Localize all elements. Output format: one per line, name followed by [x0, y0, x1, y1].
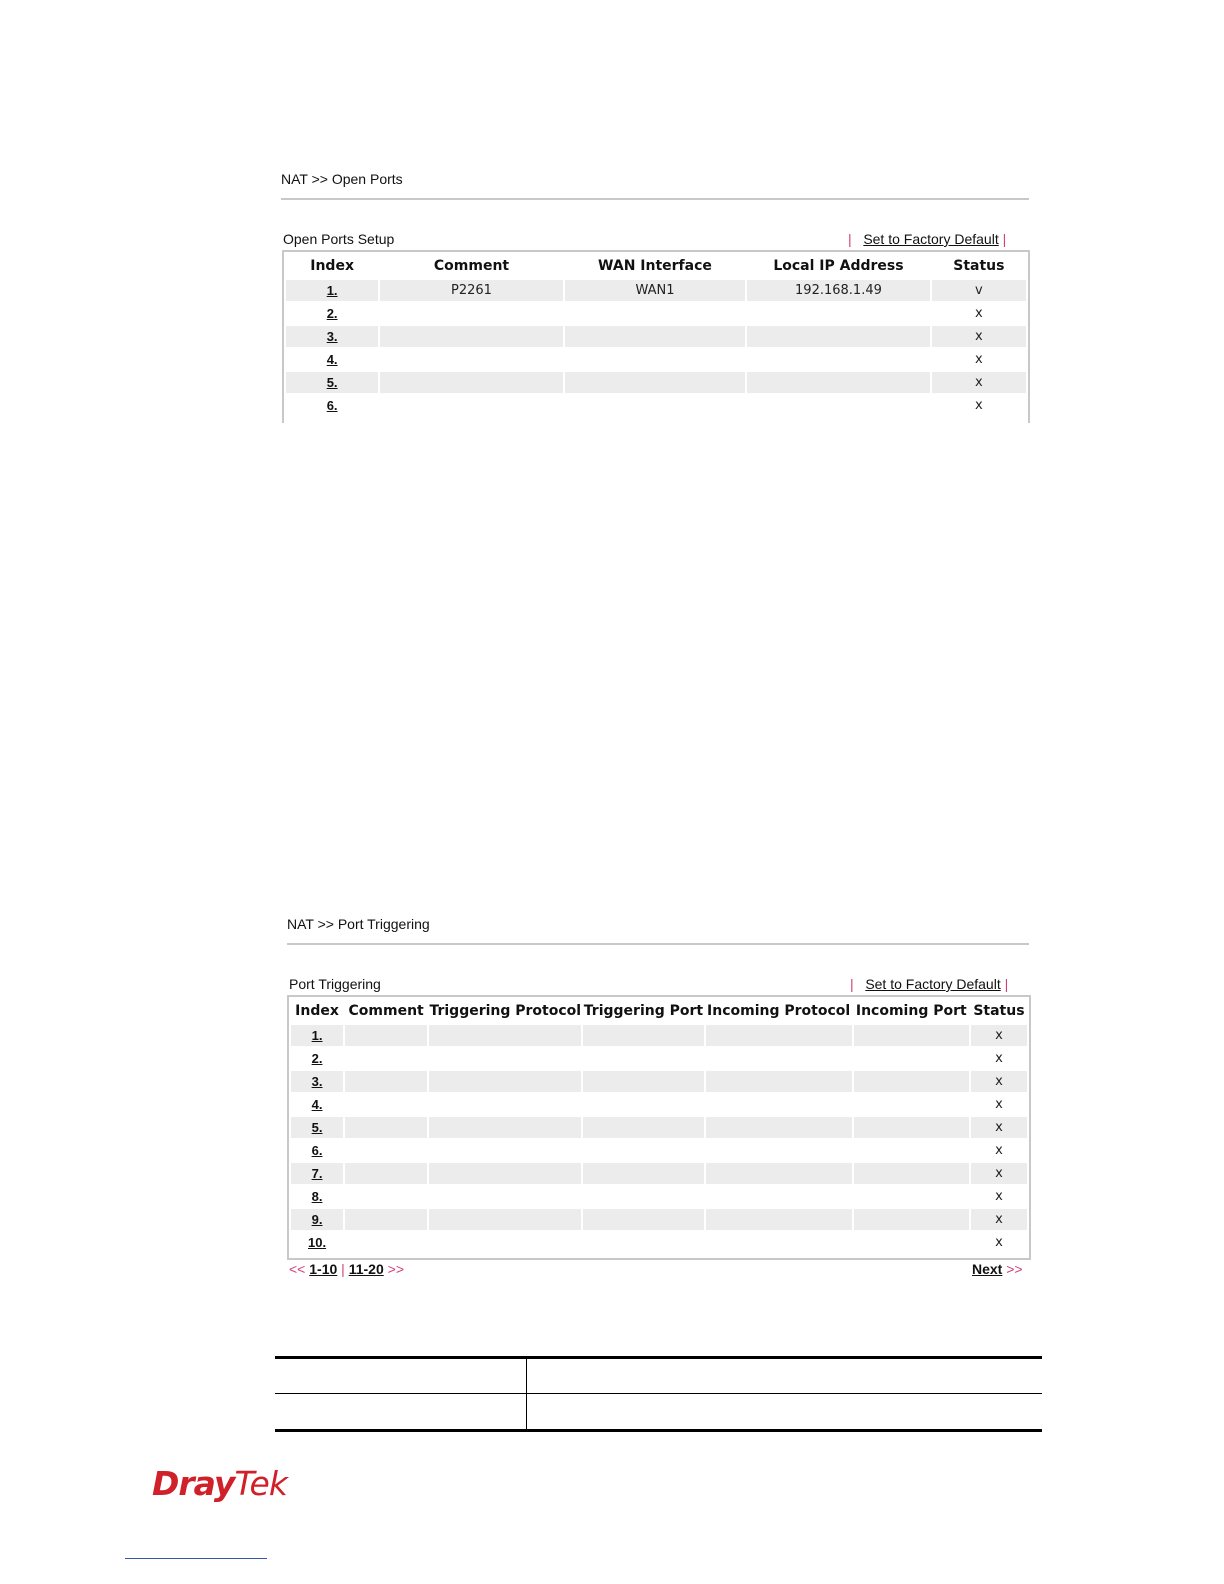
column-header: Status — [973, 1003, 1025, 1019]
status-cell: x — [995, 1097, 1003, 1112]
breadcrumb-port-triggering: NAT >> Port Triggering — [287, 916, 430, 932]
incoming-protocol-cell — [706, 1048, 852, 1069]
wan-interface-cell — [565, 349, 745, 370]
comment-cell — [345, 1163, 427, 1184]
status-cell: x — [995, 1051, 1003, 1066]
row-index-link[interactable]: 4. — [326, 351, 338, 367]
set-factory-default-link[interactable]: Set to Factory Default — [865, 976, 1001, 992]
status-cell: x — [971, 1071, 1027, 1092]
local-ip-cell — [747, 372, 929, 393]
triggering-protocol-cell — [429, 1140, 581, 1161]
set-factory-default-link[interactable]: Set to Factory Default — [863, 231, 999, 247]
port-triggering-table-box — [287, 995, 1031, 1260]
row-index-link[interactable]: 7. — [311, 1165, 323, 1181]
triggering-protocol-cell — [429, 1117, 581, 1138]
table-row — [286, 395, 1026, 416]
incoming-port-cell — [854, 1048, 969, 1069]
column-header: Incoming Protocol — [707, 1003, 851, 1019]
breadcrumb-open-ports: NAT >> Open Ports — [281, 171, 403, 187]
triggering-port-cell — [583, 1048, 703, 1069]
triggering-protocol-cell — [429, 1071, 581, 1092]
triggering-protocol-cell — [429, 1186, 581, 1207]
column-header: Comment — [348, 1003, 424, 1019]
incoming-protocol-cell — [706, 1117, 852, 1138]
comment-cell — [380, 326, 562, 347]
row-index-link[interactable]: 1. — [326, 282, 338, 298]
table-row — [291, 1094, 1027, 1115]
table-row — [291, 1140, 1027, 1161]
comment-cell — [380, 349, 562, 370]
table-column-divider — [526, 1359, 527, 1429]
status-cell: x — [975, 306, 983, 321]
column-header: Comment — [433, 258, 510, 274]
triggering-port-cell — [583, 1117, 703, 1138]
table-row — [291, 1186, 1027, 1207]
triggering-port-cell — [583, 1232, 703, 1253]
table-row — [291, 1025, 1027, 1046]
table-bottom-rule — [275, 1429, 1042, 1432]
incoming-protocol-cell — [706, 1209, 852, 1230]
next-arrow[interactable]: >> — [1006, 1261, 1023, 1277]
comment-cell — [380, 372, 562, 393]
pipe-separator: | — [850, 976, 854, 992]
row-index-link[interactable]: 4. — [311, 1096, 323, 1112]
comment-cell — [380, 395, 562, 416]
comment-cell — [345, 1025, 427, 1046]
comment-cell — [345, 1232, 427, 1253]
comment-cell — [345, 1048, 427, 1069]
local-ip-cell — [747, 303, 929, 324]
factory-default-group — [848, 231, 1006, 247]
row-index-link[interactable]: 1. — [311, 1027, 323, 1043]
triggering-port-cell — [583, 1025, 703, 1046]
port-triggering-title: Port Triggering — [289, 976, 381, 992]
status-cell: x — [995, 1235, 1003, 1250]
incoming-port-cell — [854, 1094, 969, 1115]
column-header: Triggering Port — [583, 1003, 704, 1019]
triggering-protocol-cell — [429, 1025, 581, 1046]
status-cell: x — [971, 1117, 1027, 1138]
open-ports-table-box — [282, 250, 1030, 423]
incoming-protocol-cell — [706, 1025, 852, 1046]
triggering-port-cell — [583, 1209, 703, 1230]
local-ip-cell — [747, 326, 929, 347]
divider — [281, 198, 1029, 200]
row-index-link[interactable]: 10. — [307, 1234, 327, 1250]
logo-text-dray: Dray — [152, 1464, 235, 1503]
pagination-left — [289, 1261, 404, 1277]
row-index-link[interactable]: 9. — [311, 1211, 323, 1227]
triggering-port-cell — [583, 1186, 703, 1207]
table-row — [291, 1232, 1027, 1253]
triggering-protocol-cell — [429, 1048, 581, 1069]
status-cell: x — [971, 1163, 1027, 1184]
page-11-20-link[interactable]: 11-20 — [348, 1261, 384, 1277]
table-row — [286, 372, 1026, 393]
status-cell: x — [975, 398, 983, 413]
row-index-link[interactable]: 3. — [311, 1073, 323, 1089]
column-header: Index — [295, 1003, 339, 1019]
prev-arrow[interactable]: << — [289, 1261, 306, 1277]
incoming-port-cell — [854, 1209, 969, 1230]
comment-cell — [345, 1071, 427, 1092]
status-cell: x — [975, 352, 983, 367]
incoming-port-cell — [854, 1117, 969, 1138]
triggering-protocol-cell — [429, 1094, 581, 1115]
divider — [287, 943, 1029, 945]
table-row — [291, 1163, 1027, 1184]
status-cell: x — [995, 1189, 1003, 1204]
incoming-protocol-cell — [706, 1071, 852, 1092]
column-header: Incoming Port — [855, 1003, 967, 1019]
incoming-port-cell — [854, 1025, 969, 1046]
incoming-protocol-cell — [706, 1232, 852, 1253]
triggering-port-cell — [583, 1163, 703, 1184]
next-page-link[interactable]: Next — [972, 1261, 1003, 1277]
pipe-separator: | — [341, 1261, 345, 1277]
draytek-logo — [152, 1464, 287, 1503]
local-ip-cell — [747, 349, 929, 370]
status-cell: x — [932, 372, 1026, 393]
triggering-protocol-cell — [429, 1232, 581, 1253]
table-row — [286, 349, 1026, 370]
pipe-separator: | — [1002, 231, 1007, 247]
pipe-separator: | — [848, 231, 852, 247]
factory-default-group — [850, 976, 1008, 992]
wan-interface-cell — [565, 326, 745, 347]
status-cell: x — [932, 326, 1026, 347]
incoming-port-cell — [854, 1186, 969, 1207]
comment-cell — [345, 1209, 427, 1230]
wan-interface-cell: WAN1 — [565, 280, 745, 301]
row-index-link[interactable]: 2. — [311, 1050, 323, 1066]
wan-interface-cell — [565, 303, 745, 324]
wan-interface-cell — [565, 372, 745, 393]
status-cell: x — [995, 1143, 1003, 1158]
local-ip-cell: 192.168.1.49 — [747, 280, 929, 301]
pagination-right — [972, 1261, 1023, 1277]
row-index-link[interactable]: 5. — [311, 1119, 323, 1135]
table-row — [286, 280, 1026, 301]
row-index-link[interactable]: 5. — [326, 374, 338, 390]
incoming-protocol-cell — [706, 1094, 852, 1115]
wan-interface-cell — [565, 395, 745, 416]
triggering-protocol-cell — [429, 1163, 581, 1184]
column-header: Status — [953, 258, 1005, 274]
table-row — [291, 1117, 1027, 1138]
incoming-protocol-cell — [706, 1186, 852, 1207]
triggering-port-cell — [583, 1140, 703, 1161]
status-cell: v — [932, 280, 1026, 301]
incoming-protocol-cell — [706, 1140, 852, 1161]
logo-text-tek: Tek — [234, 1464, 287, 1503]
open-ports-setup-title: Open Ports Setup — [283, 231, 395, 247]
triggering-port-cell — [583, 1071, 703, 1092]
comment-cell — [345, 1186, 427, 1207]
comment-cell — [345, 1117, 427, 1138]
incoming-port-cell — [854, 1232, 969, 1253]
row-index-link[interactable]: 6. — [326, 397, 338, 413]
comment-cell — [345, 1140, 427, 1161]
table-row — [286, 303, 1026, 324]
triggering-port-cell — [583, 1094, 703, 1115]
column-header: Index — [310, 258, 354, 274]
table-row — [291, 1048, 1027, 1069]
incoming-protocol-cell — [706, 1163, 852, 1184]
local-ip-cell — [747, 395, 929, 416]
pipe-separator: | — [1004, 976, 1009, 992]
column-header: Triggering Protocol — [429, 1003, 582, 1019]
table-mid-rule — [275, 1393, 1042, 1394]
footer-rule — [125, 1558, 267, 1559]
table-row — [291, 1071, 1027, 1092]
row-index-link[interactable]: 6. — [311, 1142, 323, 1158]
open-ports-table — [284, 252, 1028, 418]
comment-cell — [380, 303, 562, 324]
comment-cell — [345, 1094, 427, 1115]
row-index-link[interactable]: 2. — [326, 305, 338, 321]
port-triggering-table — [289, 997, 1029, 1255]
column-header: Local IP Address — [773, 258, 904, 274]
status-cell: x — [971, 1209, 1027, 1230]
table-row — [286, 326, 1026, 347]
next-arrow[interactable]: >> — [387, 1261, 404, 1277]
page-1-10-link[interactable]: 1-10 — [309, 1261, 338, 1277]
status-cell: x — [971, 1025, 1027, 1046]
table-top-rule — [275, 1356, 1042, 1359]
table-row — [291, 1209, 1027, 1230]
incoming-port-cell — [854, 1140, 969, 1161]
row-index-link[interactable]: 8. — [311, 1188, 323, 1204]
incoming-port-cell — [854, 1163, 969, 1184]
incoming-port-cell — [854, 1071, 969, 1092]
column-header: WAN Interface — [598, 258, 712, 274]
row-index-link[interactable]: 3. — [326, 328, 338, 344]
comment-cell: P2261 — [380, 280, 562, 301]
triggering-protocol-cell — [429, 1209, 581, 1230]
